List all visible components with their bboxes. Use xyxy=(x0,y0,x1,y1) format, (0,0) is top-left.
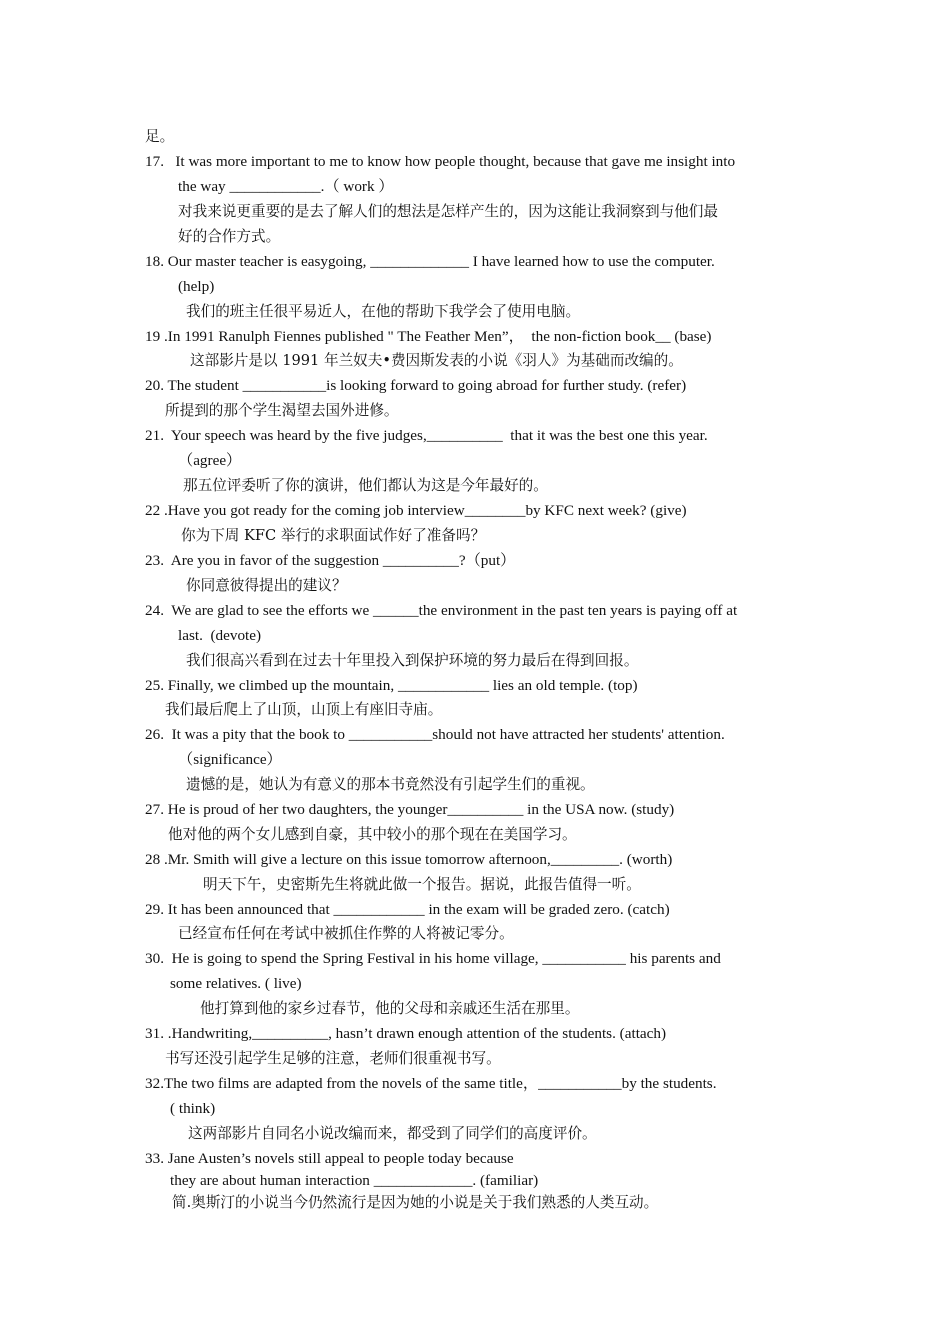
question-28: 28 .Mr. Smith will give a lecture on this issue tomorrow afternoon,_________. (worth) xyxy=(145,851,673,868)
question-17: 17. It was more important to me to know how people thought, because that gave me insight into xyxy=(145,153,736,170)
translation-30: 他打算到他的家乡过春节，他的父母和亲戚还生活在那里。 xyxy=(200,1000,580,1017)
translation-17-cont: 好的合作方式。 xyxy=(178,228,281,245)
translation-20: 所提到的那个学生渴望去国外进修。 xyxy=(165,402,399,419)
question-26: 26. It was a pity that the book to ___________should not have attracted her students' attention. xyxy=(145,726,725,743)
translation-28: 明天下午，史密斯先生将就此做一个报告。据说，此报告值得一听。 xyxy=(203,876,641,893)
translation-33: 简.奥斯汀的小说当今仍然流行是因为她的小说是关于我们熟悉的人类互动。 xyxy=(172,1194,659,1211)
translation-17: 对我来说更重要的是去了解人们的想法是怎样产生的，因为这能让我洞察到与他们最 xyxy=(178,203,718,220)
question-30: 30. He is going to spend the Spring Festival in his home village, ___________ his parents and xyxy=(145,950,721,967)
text-line: 足。 xyxy=(145,128,175,145)
translation-27: 他对他的两个女儿感到自豪，其中较小的那个现在在美国学习。 xyxy=(168,826,577,843)
translation-21: 那五位评委听了你的演讲，他们都认为这是今年最好的。 xyxy=(183,477,548,494)
translation-25: 我们最后爬上了山顶，山顶上有座旧寺庙。 xyxy=(165,701,443,718)
translation-29: 已经宣布任何在考试中被抓住作弊的人将被记零分。 xyxy=(178,925,514,942)
question-30-cont: some relatives. ( live) xyxy=(170,975,302,992)
question-18-cont: (help) xyxy=(178,278,215,295)
question-23: 23. Are you in favor of the suggestion __________?（put） xyxy=(145,552,516,569)
question-29: 29. It has been announced that ____________ in the exam will be graded zero. (catch) xyxy=(145,901,670,918)
translation-22: 你为下周 KFC 举行的求职面试作好了准备吗？ xyxy=(181,527,486,544)
question-27: 27. He is proud of her two daughters, the younger__________ in the USA now. (study) xyxy=(145,801,675,818)
translation-23: 你同意彼得提出的建议？ xyxy=(186,577,347,594)
question-20: 20. The student ___________is looking forward to going abroad for further study. (refer) xyxy=(145,377,687,394)
question-24: 24. We are glad to see the efforts we ______the environment in the past ten years is paying off at xyxy=(145,602,738,619)
question-25: 25. Finally, we climbed up the mountain, ____________ lies an old temple. (top) xyxy=(145,677,638,694)
question-24-cont: last. (devote) xyxy=(178,627,262,644)
translation-18: 我们的班主任很平易近人，在他的帮助下我学会了使用电脑。 xyxy=(186,303,581,320)
question-19: 19 .In 1991 Ranulph Fiennes published " The Feather Men”， the non-fiction book__ (base) xyxy=(145,328,712,345)
translation-26: 遗憾的是，她认为有意义的那本书竟然没有引起学生们的重视。 xyxy=(186,776,595,793)
question-33-cont: they are about human interaction _____________. (familiar) xyxy=(170,1172,539,1189)
translation-19: 这部影片是以 1991 年兰奴夫•费因斯发表的小说《羽人》为基础而改编的。 xyxy=(190,352,683,369)
question-21: 21. Your speech was heard by the five judges,__________ that it was the best one this year. xyxy=(145,427,708,444)
question-18: 18. Our master teacher is easygoing, _____________ I have learned how to use the computer. xyxy=(145,253,715,270)
translation-32: 这两部影片自同名小说改编而来，都受到了同学们的高度评价。 xyxy=(188,1125,597,1142)
translation-24: 我们很高兴看到在过去十年里投入到保护环境的努力最后在得到回报。 xyxy=(186,652,639,669)
question-31: 31. .Handwriting,__________, hasn’t drawn enough attention of the students. (attach) xyxy=(145,1025,667,1042)
question-32-cont: ( think) xyxy=(170,1100,216,1117)
translation-31: 书写还没引起学生足够的注意，老师们很重视书写。 xyxy=(165,1050,501,1067)
question-21-cont: （agree） xyxy=(178,452,242,469)
question-33: 33. Jane Austen’s novels still appeal to people today because xyxy=(145,1150,514,1167)
question-17-cont: the way ____________.（ work ） xyxy=(178,178,394,195)
question-32: 32.The two films are adapted from the novels of the same title，___________by the students. xyxy=(145,1075,717,1092)
question-26-cont: （significance） xyxy=(178,751,282,768)
question-22: 22 .Have you got ready for the coming job interview________by KFC next week? (give) xyxy=(145,502,687,519)
